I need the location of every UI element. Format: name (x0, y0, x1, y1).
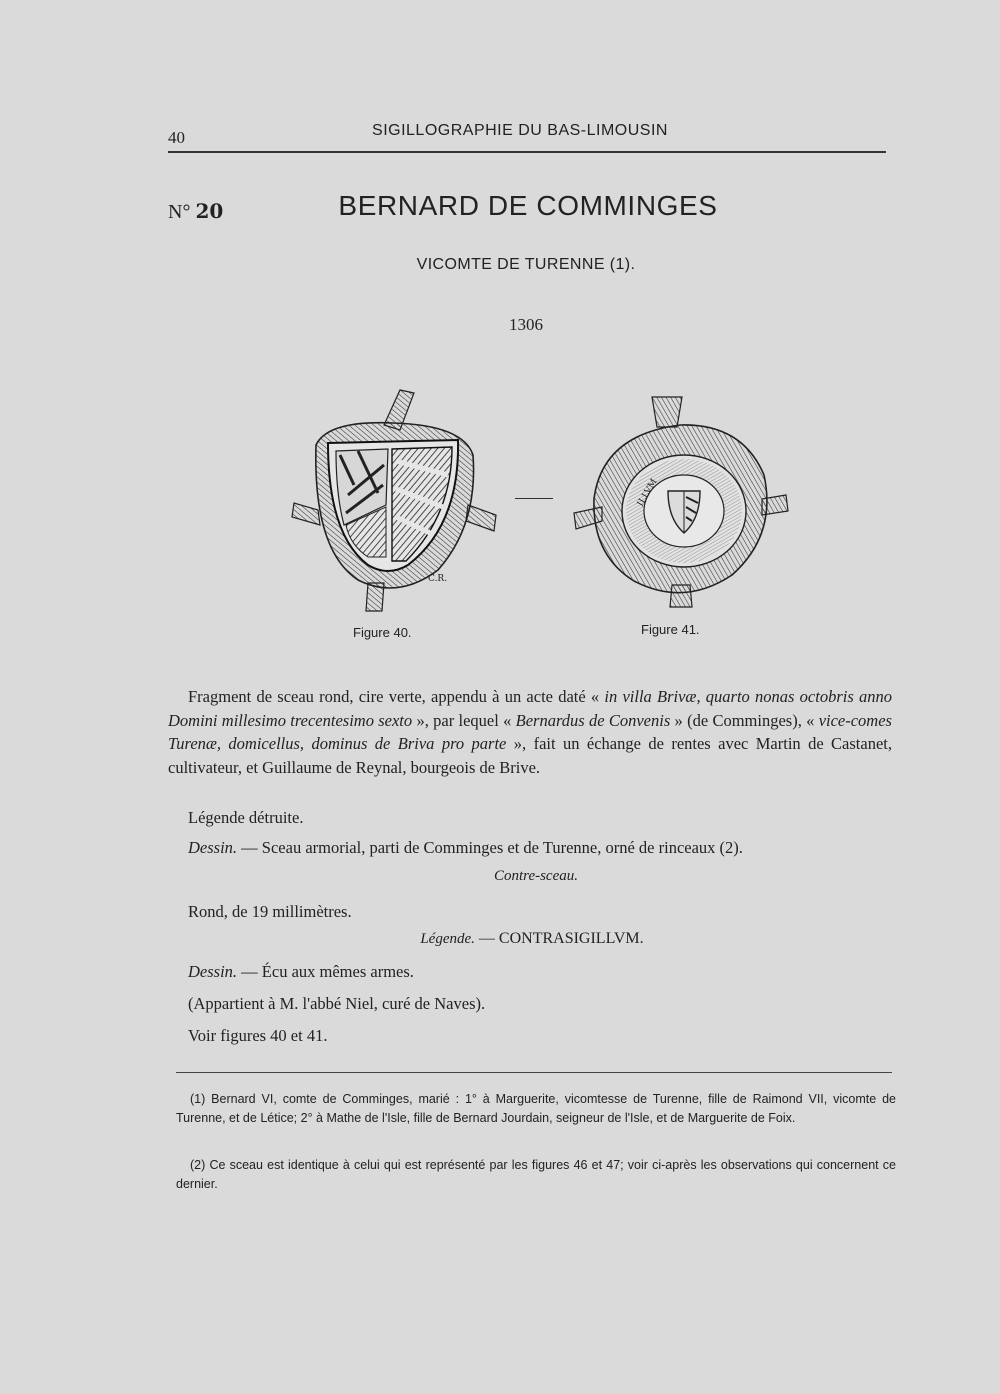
figure-separator-dash (515, 498, 553, 499)
entry-number-value: 20 (195, 199, 224, 223)
entry-year: 1306 (509, 315, 543, 334)
seal-description (168, 685, 892, 779)
entry-subtitle: VICOMTE DE TURENNE (1). (416, 256, 636, 273)
desc-latin-2: Bernardus de Convenis (515, 710, 671, 730)
footnote-2: (2) Ce sceau est identique à celui qui est représenté par les figures 46 et 47; voir ci-après les observations qui concernent ce dernier. (176, 1158, 896, 1191)
entry-title: BERNARD DE COMMINGES (338, 190, 718, 221)
running-head: SIGILLOGRAPHIE DU BAS-LIMOUSIN (372, 122, 668, 139)
counter-seal-heading: Contre-sceau. (493, 868, 578, 884)
ownership-note: (Appartient à M. l'abbé Niel, curé de Naves). (188, 994, 486, 1013)
header-rule (168, 151, 886, 153)
dessin2-label: Dessin. (188, 962, 238, 981)
desc-text-4: », fait un échange de rentes avec Martin de Castanet, cultivateur, et Guillaume de Reynal, bourgeois de Brive. (168, 734, 892, 777)
footnote-1: (1) Bernard VI, comte de Comminges, marié : 1° à Marguerite, vicomtesse de Turenne, fille de Raimond VII, vicomte de Turenne, et de Létice; 2° à Mathe de l'Isle, fille de Bernard Jourdain, seigneur de l'Isle, et de Marguerite de Foix. (176, 1092, 896, 1125)
counter-seal-figure-41 (572, 395, 790, 610)
legende-text: — CONTRASIGILLVM. (474, 930, 644, 947)
desc-latin-3: vice-comes Turenæ, domicellus, dominus de Briva pro parte (168, 710, 892, 753)
counter-seal-legend (0, 930, 1000, 948)
caption-figure-41: Figure 41. (641, 622, 700, 637)
caption-figure-40: Figure 40. (353, 625, 412, 640)
desc-text-2: », par lequel « (412, 710, 516, 730)
counter-seal-drawing (188, 962, 414, 982)
seal-legend-letters: ILLVM (635, 477, 660, 509)
desc-text-1: Fragment de sceau rond, cire verte, appendu à un acte daté « (188, 687, 605, 706)
legend-destroyed: Légende détruite. (188, 808, 304, 827)
page-number: 40 (168, 128, 185, 147)
dessin2-text: — Écu aux mêmes armes. (237, 962, 414, 981)
seal-fragment-figure-40 (288, 385, 498, 615)
entry-number-prefix: N° (168, 201, 191, 223)
legende-label: Légende. (420, 931, 475, 947)
dessin-label: Dessin. (188, 838, 238, 857)
counter-seal-size: Rond, de 19 millimètres. (188, 902, 352, 921)
seal-drawing-description (188, 838, 892, 858)
desc-text-3: » (de Comminges), « (670, 710, 819, 730)
footnote-rule (176, 1072, 892, 1073)
dessin-text: — Sceau armorial, parti de Comminges et de Turenne, orné de rinceaux (2). (237, 838, 743, 857)
desc-latin-1: in villa Brivæ, quarto nonas octobris anno Domini millesimo trecentesimo sexto (168, 687, 892, 730)
figure-reference: Voir figures 40 et 41. (188, 1026, 328, 1045)
engraver-mark: C.R. (428, 574, 448, 584)
